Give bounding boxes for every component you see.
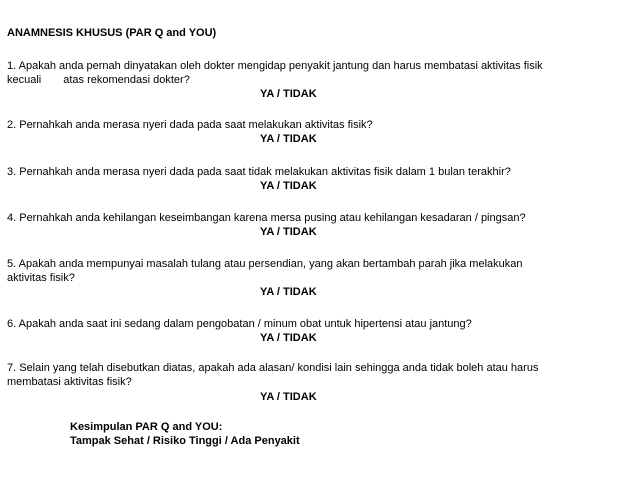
question-3-text: 3. Pernahkah anda merasa nyeri dada pada saat tidak melakukan aktivitas fisik dalam 1 bulan terakhir?: [7, 166, 511, 178]
question-4-answer: YA / TIDAK: [260, 226, 317, 238]
question-4-text: 4. Pernahkah anda kehilangan keseimbangan karena mersa pusing atau kehilangan kesadaran / pingsan?: [7, 212, 526, 224]
conclusion-options: Tampak Sehat / Risiko Tinggi / Ada Penyakit: [70, 435, 300, 447]
question-2-text: 2. Pernahkah anda merasa nyeri dada pada saat melakukan aktivitas fisik?: [7, 119, 373, 131]
question-5-text: 5. Apakah anda mempunyai masalah tulang atau persendian, yang akan bertambah parah jika melakukan: [7, 258, 523, 270]
question-1-text-continued: [7, 74, 190, 87]
question-1-answer: YA / TIDAK: [260, 88, 317, 100]
question-1-text: 1. Apakah anda pernah dinyatakan oleh dokter mengidap penyakit jantung dan harus membatasi aktivitas fisik: [7, 60, 543, 72]
question-2-answer: YA / TIDAK: [260, 133, 317, 145]
question-1-rekomendasi: atas rekomendasi dokter?: [63, 74, 190, 86]
question-5-answer: YA / TIDAK: [260, 286, 317, 298]
question-7-text: 7. Selain yang telah disebutkan diatas, apakah ada alasan/ kondisi lain sehingga anda tidak boleh atau harus: [7, 362, 539, 374]
question-5-text-continued: aktivitas fisik?: [7, 272, 75, 284]
question-1-kecuali: kecuali: [7, 74, 42, 86]
question-7-answer: YA / TIDAK: [260, 391, 317, 403]
document-title: ANAMNESIS KHUSUS (PAR Q and YOU): [7, 27, 217, 39]
question-6-answer: YA / TIDAK: [260, 332, 317, 344]
question-7-text-continued: membatasi aktivitas fisik?: [7, 376, 132, 388]
question-6-text: 6. Apakah anda saat ini sedang dalam pengobatan / minum obat untuk hipertensi atau jantung?: [7, 318, 472, 330]
question-3-answer: YA / TIDAK: [260, 180, 317, 192]
conclusion-label: Kesimpulan PAR Q and YOU:: [70, 421, 223, 433]
